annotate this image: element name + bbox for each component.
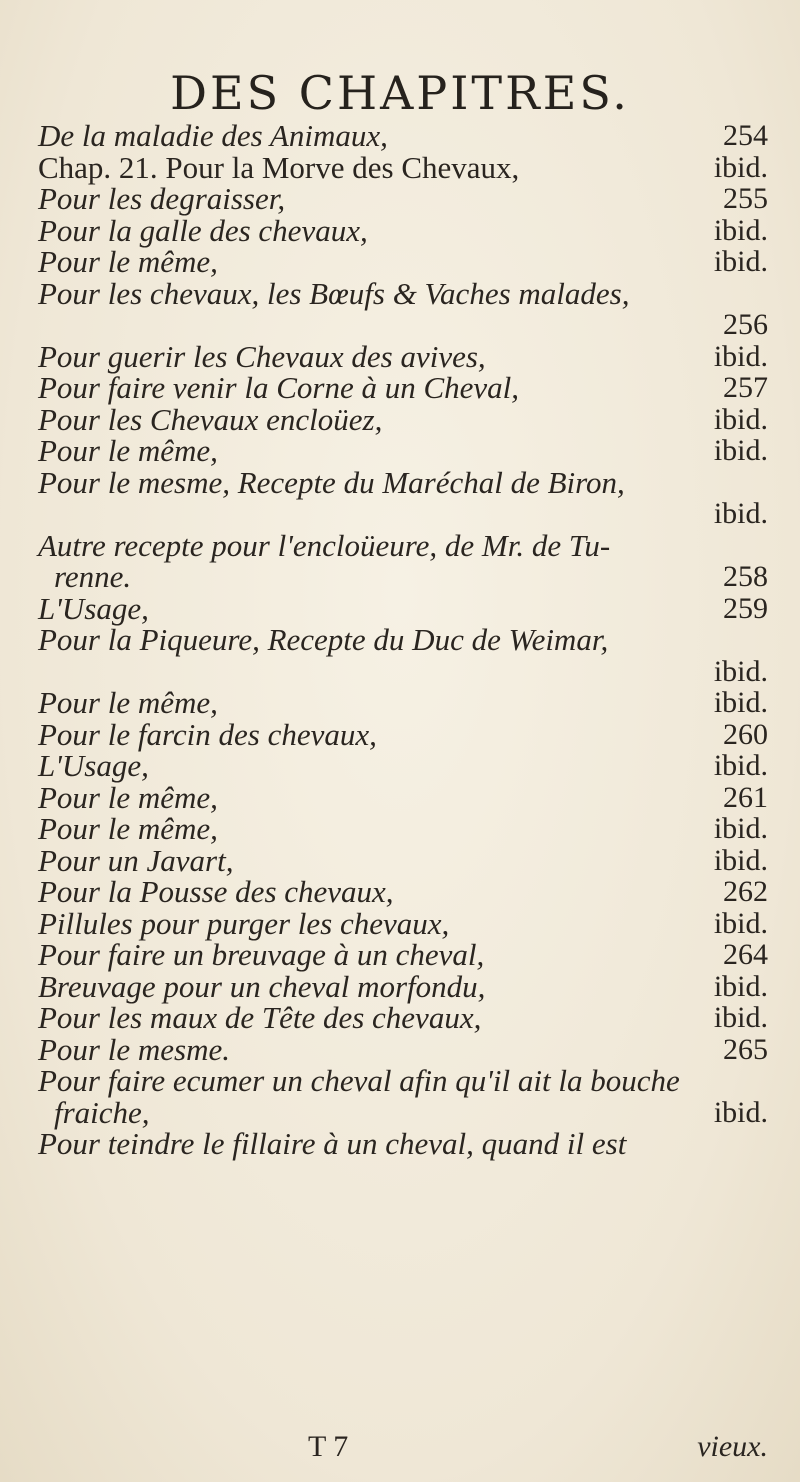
toc-entry (38, 1128, 768, 1160)
entry-page: ibid. (713, 654, 768, 688)
entry-page: ibid. (713, 150, 768, 184)
toc-entry (38, 435, 768, 467)
entry-page: 262 (723, 875, 768, 908)
toc-entry (38, 1094, 768, 1130)
entry-text: Pour les degraisser, (38, 181, 286, 216)
entry-page: ibid. (713, 213, 768, 247)
toc-entry (38, 842, 768, 878)
entry-page: 259 (723, 591, 768, 625)
toc-entry (38, 750, 768, 782)
entry-text: Pour le même, (38, 685, 218, 720)
entry-text: Pour le farcin des chevaux, (38, 716, 377, 752)
entry-text: Pour faire un breuvage à un cheval, (38, 937, 485, 972)
entry-page: ibid. (713, 969, 768, 1003)
entry-page: ibid. (713, 1095, 768, 1129)
toc-entry (38, 779, 768, 815)
toc-entry (38, 687, 768, 719)
entry-text: Chap. 21. Pour la Morve des Chevaux, (38, 149, 520, 185)
entry-page: 265 (723, 1032, 768, 1066)
entry-text: Pour faire ecumer un cheval afin qu'il ait la bouche (38, 1063, 680, 1098)
toc-entry (38, 656, 768, 688)
toc-entry (38, 939, 768, 971)
entry-text: Pour les Chevaux encloüez, (38, 401, 383, 437)
entry-page: ibid. (713, 843, 768, 877)
entry-text: Pour un Javart, (38, 842, 234, 878)
entry-text: L'Usage, (38, 590, 149, 626)
entry-page: 261 (723, 780, 768, 814)
toc-entry (38, 149, 768, 185)
toc-entry (38, 716, 768, 752)
toc-entry (38, 624, 768, 656)
entry-page: 257 (723, 371, 768, 404)
toc-entry (38, 905, 768, 941)
entry-text: Pour la Pousse des chevaux, (38, 874, 394, 909)
signature-mark: T 7 (308, 1430, 349, 1463)
entry-page: ibid. (713, 339, 768, 373)
toc-entry (38, 183, 768, 215)
entry-text: Pour le même, (38, 244, 218, 279)
entry-page: ibid. (713, 1001, 768, 1034)
entry-text: Pour les chevaux, les Bœufs & Vaches malades, (38, 275, 630, 311)
entry-text: Pour le mesme, Recepte du Maréchal de Biron, (38, 464, 625, 500)
entry-page: 264 (723, 938, 768, 971)
entry-text: Pour faire venir la Corne à un Cheval, (38, 370, 520, 405)
entry-page: ibid. (713, 686, 768, 719)
toc-entry (38, 309, 768, 341)
entry-page: ibid. (713, 434, 768, 467)
entry-text: Pour la Piqueure, Recepte du Duc de Weimar, (38, 622, 609, 657)
toc-entry (38, 212, 768, 248)
toc-entry (38, 401, 768, 437)
entry-text: De la maladie des Animaux, (38, 118, 388, 153)
toc-entry (38, 968, 768, 1004)
entry-text: Pour le même, (38, 779, 218, 815)
toc-entry (38, 1065, 768, 1097)
entry-page: 258 (723, 560, 768, 593)
entry-page: ibid. (713, 812, 768, 845)
toc-entry (38, 464, 768, 500)
entry-text: L'Usage, (38, 748, 149, 783)
entry-text: renne. (54, 559, 132, 594)
entry-page: ibid. (713, 402, 768, 436)
toc-entry (38, 1002, 768, 1034)
toc-entry (38, 876, 768, 908)
toc-entry (38, 813, 768, 845)
table-of-contents (38, 120, 768, 1160)
toc-entry (38, 275, 768, 311)
entry-text: Pour la galle des chevaux, (38, 212, 368, 248)
entry-text: Pour le mesme. (38, 1031, 230, 1067)
page-footer (38, 1430, 768, 1464)
toc-entry (38, 498, 768, 530)
catchword: vieux. (697, 1430, 768, 1463)
entry-page: 256 (723, 308, 768, 341)
entry-page: ibid. (713, 906, 768, 940)
entry-text: Pour teindre le fillaire à un cheval, quand il est (38, 1126, 627, 1161)
toc-entry (38, 527, 768, 563)
entry-text: Pour les maux de Tête des chevaux, (38, 1000, 482, 1035)
entry-page: ibid. (713, 497, 768, 530)
entry-page: ibid. (713, 245, 768, 278)
entry-text: Autre recepte pour l'encloüeure, de Mr. de Tu- (38, 527, 611, 563)
entry-text: fraiche, (54, 1094, 150, 1130)
entry-page: 254 (723, 119, 768, 152)
entry-text: Pillules pour purger les chevaux, (38, 905, 450, 941)
toc-entry (38, 590, 768, 626)
entry-text: Pour le même, (38, 811, 218, 846)
toc-entry (38, 1031, 768, 1067)
entry-page: 255 (723, 182, 768, 215)
entry-text: Pour guerir les Chevaux des avives, (38, 338, 486, 374)
page-header: DES CHAPITRES. (170, 66, 630, 120)
entry-text: Pour le même, (38, 433, 218, 468)
toc-entry (38, 372, 768, 404)
toc-entry (38, 246, 768, 278)
toc-entry (38, 338, 768, 374)
toc-entry (38, 120, 768, 152)
toc-entry (38, 561, 768, 593)
entry-page: ibid. (713, 749, 768, 782)
entry-page: 260 (723, 717, 768, 751)
entry-text: Breuvage pour un cheval morfondu, (38, 968, 486, 1004)
